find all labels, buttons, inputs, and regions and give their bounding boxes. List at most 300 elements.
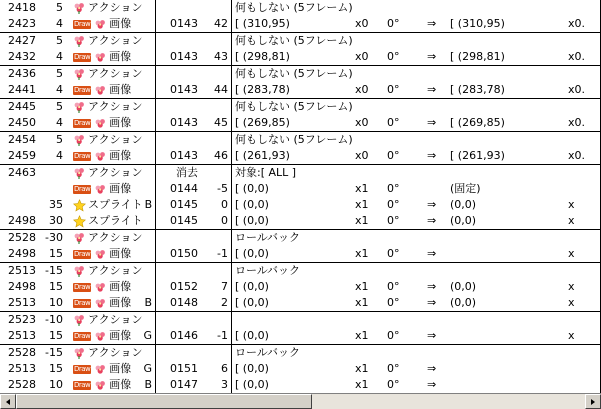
cell-frame: 2454	[0, 132, 39, 149]
image-icon	[94, 51, 107, 64]
cell-rotation	[385, 0, 427, 16]
cell-destination: [ (283,78)	[450, 83, 505, 96]
cell-scale: x1	[355, 362, 369, 375]
cell-kind[interactable]	[69, 230, 156, 247]
cell-tail: x	[568, 247, 575, 260]
cell-count: 10	[49, 296, 63, 309]
row-kind-label: 画像	[109, 362, 132, 375]
cell-scale	[353, 263, 385, 280]
cell-index: 2	[221, 296, 228, 309]
cell-destination: [ (298,81)	[450, 50, 505, 63]
draw-tag-badge: Draw	[74, 184, 91, 193]
row-kind-label: アクション	[88, 166, 143, 179]
cell-kind[interactable]	[69, 66, 156, 83]
action-icon	[73, 68, 86, 81]
cell-rotation	[385, 66, 427, 83]
cell-kind[interactable]	[69, 197, 156, 213]
cell-tail	[566, 263, 601, 280]
cell-frame: 2432	[8, 50, 36, 63]
cell-rotation: 0°	[387, 116, 400, 129]
cell-tail: x	[568, 280, 575, 293]
cell-kind[interactable]	[69, 181, 156, 197]
cell-frame: 2528	[0, 345, 39, 362]
cell-count: 5	[39, 33, 69, 50]
row-kind-label: 画像	[109, 247, 132, 260]
cell-description: 何もしない (5フレーム)	[232, 99, 354, 116]
cell-index	[202, 33, 232, 50]
cell-id	[156, 230, 203, 247]
cell-index	[202, 0, 232, 16]
cell-destination	[447, 328, 566, 345]
cell-description: [ (269,85)	[232, 115, 354, 132]
cell-tail	[566, 66, 601, 83]
cell-count: 5	[39, 132, 69, 149]
cell-scale: x0	[355, 149, 369, 162]
cell-index	[202, 66, 232, 83]
cell-destination: [ (310,95)	[450, 17, 505, 30]
cell-arrow	[427, 230, 447, 247]
cell-tail: x	[568, 198, 575, 211]
draw-tag-badge: Draw	[74, 19, 91, 28]
table-row[interactable]	[0, 132, 601, 149]
cell-rotation: 0°	[387, 214, 400, 227]
cell-count: 4	[56, 83, 63, 96]
cell-arrow: ⇒	[427, 116, 437, 129]
cell-arrow	[427, 263, 447, 280]
cell-destination	[447, 230, 566, 247]
cell-description: [ (283,78)	[232, 82, 354, 99]
table-row[interactable]	[0, 0, 601, 16]
cell-id: 0143	[156, 82, 203, 99]
cell-count: 5	[56, 1, 63, 14]
cell-id: 消去	[156, 165, 203, 182]
cell-tail	[566, 0, 601, 16]
cell-id: 0150	[156, 246, 203, 263]
cell-kind[interactable]	[69, 99, 156, 116]
cell-id: 0147	[156, 377, 203, 394]
cell-index: 45	[214, 116, 228, 129]
table-row[interactable]	[0, 181, 601, 197]
cell-frame: 2436	[0, 66, 39, 83]
cell-rotation: 0°	[387, 50, 400, 63]
cell-count: -15	[39, 345, 69, 362]
row-kind-label: 画像	[109, 149, 132, 162]
cell-count: 5	[39, 66, 69, 83]
cell-frame: 2427	[0, 33, 39, 50]
cell-kind[interactable]	[69, 279, 156, 295]
action-icon	[73, 134, 86, 147]
cell-id	[156, 66, 203, 83]
cell-count: 15	[49, 280, 63, 293]
row-kind-label: 画像	[109, 17, 132, 30]
row-kind-label: 画像	[109, 182, 132, 195]
draw-tag-badge: Draw	[74, 380, 91, 389]
table-row[interactable]	[0, 361, 601, 377]
cell-id	[156, 0, 203, 16]
cell-index: -5	[217, 182, 228, 195]
row-layer-badge: G	[143, 329, 152, 342]
cell-frame: 2528	[8, 378, 36, 391]
cell-destination	[447, 132, 566, 149]
cell-scale	[353, 230, 385, 247]
cell-description: [ (0,0)	[232, 328, 354, 345]
table-row[interactable]	[0, 328, 601, 345]
cell-id: 0145	[156, 197, 203, 213]
cell-rotation	[385, 312, 427, 329]
scroll-left-icon[interactable]	[0, 394, 16, 409]
cell-scale: x0	[355, 17, 369, 30]
cell-arrow: ⇒	[427, 378, 437, 391]
cell-frame: 2528	[0, 230, 39, 247]
cell-scale: x0	[355, 83, 369, 96]
table-row[interactable]	[0, 197, 601, 213]
action-icon	[73, 232, 86, 245]
image-icon	[94, 84, 107, 97]
cell-rotation: 0°	[387, 247, 400, 260]
row-kind-label: アクション	[88, 1, 143, 14]
row-kind-label: 画像	[109, 329, 132, 342]
cell-index	[202, 345, 232, 362]
cell-frame: 2498	[8, 280, 36, 293]
cell-destination: (0,0)	[450, 198, 477, 211]
cell-destination	[447, 246, 566, 263]
table-row[interactable]	[0, 99, 601, 116]
scrollbar-track[interactable]	[16, 394, 585, 409]
cell-description: ロールバック	[232, 230, 354, 247]
table-row[interactable]	[0, 246, 601, 263]
cell-tail: x	[568, 214, 575, 227]
cell-id: 0143	[156, 148, 203, 165]
row-kind-label: アクション	[88, 133, 143, 146]
cell-kind[interactable]	[69, 115, 156, 132]
cell-description: ロールバック	[232, 263, 354, 280]
action-icon	[73, 265, 86, 278]
table-row[interactable]	[0, 345, 601, 362]
cell-kind[interactable]	[69, 263, 156, 280]
row-kind-label: 画像	[109, 50, 132, 63]
row-kind-label: スプライト	[88, 214, 143, 227]
cell-frame: 2459	[8, 149, 36, 162]
draw-tag-badge: Draw	[74, 118, 91, 127]
cell-rotation: 0°	[387, 198, 400, 211]
cell-count: 4	[56, 50, 63, 63]
cell-rotation: 0°	[387, 362, 400, 375]
cell-arrow	[427, 66, 447, 83]
sprite-star-icon	[73, 215, 86, 228]
cell-destination	[447, 0, 566, 16]
row-layer-badge: B	[144, 296, 152, 309]
cell-rotation: 0°	[387, 280, 400, 293]
cell-arrow: ⇒	[427, 149, 437, 162]
cell-destination: (固定)	[450, 182, 481, 195]
table-row[interactable]	[0, 213, 601, 230]
cell-destination: (0,0)	[450, 296, 477, 309]
row-kind-label: アクション	[88, 100, 143, 113]
image-icon	[94, 281, 107, 294]
cell-rotation	[385, 230, 427, 247]
cell-tail	[566, 361, 601, 377]
cell-arrow: ⇒	[427, 296, 437, 309]
cell-scale	[353, 345, 385, 362]
cell-count: 15	[49, 329, 63, 342]
cell-count: 10	[49, 378, 63, 391]
row-kind-label: 画像	[109, 83, 132, 96]
cell-count	[39, 165, 69, 182]
cell-count: -10	[39, 312, 69, 329]
cell-rotation	[385, 345, 427, 362]
table-row[interactable]	[0, 16, 601, 33]
cell-scale	[353, 33, 385, 50]
cell-destination	[447, 263, 566, 280]
draw-tag-badge: Draw	[74, 298, 91, 307]
image-icon	[94, 330, 107, 343]
row-kind-label: 画像	[109, 280, 132, 293]
cell-kind[interactable]	[69, 33, 156, 50]
cell-rotation: 0°	[387, 378, 400, 391]
cell-description: [ (0,0)	[232, 279, 354, 295]
cell-index: 3	[221, 378, 228, 391]
cell-description: [ (261,93)	[232, 148, 354, 165]
row-kind-label: アクション	[88, 34, 143, 47]
cell-arrow	[427, 99, 447, 116]
cell-frame: 2418	[8, 1, 36, 14]
cell-arrow	[427, 345, 447, 362]
cell-kind[interactable]	[69, 361, 156, 377]
action-icon	[73, 314, 86, 327]
image-icon	[94, 18, 107, 31]
cell-index	[202, 312, 232, 329]
cell-destination	[447, 165, 566, 182]
cell-scale: x1	[355, 198, 369, 211]
cell-frame: 2513	[8, 296, 36, 309]
draw-tag-badge: Draw	[74, 151, 91, 160]
cell-destination	[447, 345, 566, 362]
table-row[interactable]	[0, 279, 601, 295]
cell-description: [ (310,95)	[232, 16, 354, 33]
image-icon	[94, 183, 107, 196]
cell-scale: x1	[355, 329, 369, 342]
cell-id: 0146	[156, 328, 203, 345]
cell-tail	[566, 181, 601, 197]
cell-destination	[447, 66, 566, 83]
cell-id: 0144	[156, 181, 203, 197]
table-row[interactable]	[0, 377, 601, 394]
cell-arrow: ⇒	[427, 198, 437, 211]
cell-frame: 2423	[8, 17, 36, 30]
cell-arrow: ⇒	[427, 329, 437, 342]
cell-kind[interactable]	[69, 16, 156, 33]
cell-count: 5	[39, 99, 69, 116]
image-icon	[94, 117, 107, 130]
cell-kind[interactable]	[69, 165, 156, 182]
cell-frame: 2441	[8, 83, 36, 96]
cell-scale	[353, 99, 385, 116]
cell-destination	[447, 377, 566, 394]
cell-count: 15	[49, 362, 63, 375]
cell-kind[interactable]	[69, 49, 156, 66]
cell-kind[interactable]	[69, 312, 156, 329]
cell-kind[interactable]	[69, 246, 156, 263]
cell-frame: 2450	[8, 116, 36, 129]
cell-tail: x	[568, 296, 575, 309]
cell-index: -1	[217, 247, 228, 260]
cell-index	[202, 230, 232, 247]
cell-arrow: ⇒	[427, 362, 437, 375]
cell-scale	[353, 165, 385, 182]
cell-frame: 2513	[8, 362, 36, 375]
table-row[interactable]	[0, 66, 601, 83]
cell-tail: x0.	[568, 116, 586, 129]
action-icon	[73, 101, 86, 114]
draw-tag-badge: Draw	[74, 282, 91, 291]
cell-scale	[353, 66, 385, 83]
cell-description: [ (0,0)	[232, 213, 354, 230]
cell-count: 30	[49, 214, 63, 227]
cell-index	[202, 263, 232, 280]
cell-scale: x0	[355, 116, 369, 129]
cell-destination	[447, 361, 566, 377]
cell-description: 何もしない (5フレーム)	[232, 0, 354, 16]
cell-kind[interactable]	[69, 328, 156, 345]
table-row[interactable]	[0, 165, 601, 182]
scrollbar-thumb[interactable]	[16, 394, 312, 409]
table-row[interactable]	[0, 230, 601, 247]
row-kind-label: 画像	[109, 116, 132, 129]
cell-frame	[0, 197, 39, 213]
draw-tag-badge: Draw	[74, 85, 91, 94]
cell-kind[interactable]	[69, 0, 156, 16]
table-row[interactable]	[0, 295, 601, 312]
cell-description: ロールバック	[232, 345, 354, 362]
cell-frame: 2498	[8, 247, 36, 260]
row-layer-badge: G	[143, 362, 152, 375]
row-kind-label: アクション	[88, 231, 143, 244]
cell-id: 0143	[156, 115, 203, 132]
cell-count: 4	[56, 17, 63, 30]
cell-tail: x	[568, 329, 575, 342]
row-kind-label: アクション	[88, 313, 143, 326]
image-icon	[94, 363, 107, 376]
table-row[interactable]	[0, 82, 601, 99]
cell-description	[232, 312, 354, 329]
cell-description: [ (0,0)	[232, 181, 354, 197]
row-kind-label: アクション	[88, 67, 143, 80]
cell-rotation	[385, 132, 427, 149]
cell-rotation: 0°	[387, 329, 400, 342]
cell-index: 42	[214, 17, 228, 30]
cell-index: 0	[221, 198, 228, 211]
cell-tail	[566, 345, 601, 362]
table-row[interactable]	[0, 263, 601, 280]
cell-rotation: 0°	[387, 182, 400, 195]
image-icon	[94, 379, 107, 392]
cell-count: 4	[56, 116, 63, 129]
cell-index: 7	[221, 280, 228, 293]
cell-arrow: ⇒	[427, 280, 437, 293]
cell-kind[interactable]	[69, 132, 156, 149]
cell-arrow	[427, 33, 447, 50]
table-row[interactable]	[0, 312, 601, 329]
cell-frame: 2513	[0, 263, 39, 280]
cell-index: 0	[221, 214, 228, 227]
cell-frame	[0, 181, 39, 197]
row-kind-label: アクション	[88, 264, 143, 277]
image-icon	[94, 150, 107, 163]
cell-tail	[566, 165, 601, 182]
cell-description: [ (0,0)	[232, 197, 354, 213]
sprite-star-icon	[73, 199, 86, 212]
cell-kind[interactable]	[69, 345, 156, 362]
cell-description: [ (0,0)	[232, 246, 354, 263]
cell-id: 0143	[156, 16, 203, 33]
scroll-right-icon[interactable]	[585, 394, 601, 409]
cell-rotation	[385, 165, 427, 182]
table-row[interactable]	[0, 115, 601, 132]
image-icon	[94, 248, 107, 261]
cell-index: 43	[214, 50, 228, 63]
table-row[interactable]	[0, 33, 601, 50]
cell-description: [ (0,0)	[232, 295, 354, 312]
cell-index: 44	[214, 83, 228, 96]
cell-description: 何もしない (5フレーム)	[232, 33, 354, 50]
cell-rotation	[385, 99, 427, 116]
draw-tag-badge: Draw	[74, 331, 91, 340]
cell-frame: 2523	[0, 312, 39, 329]
image-icon	[94, 297, 107, 310]
cell-id: 0145	[156, 213, 203, 230]
cell-tail: x0.	[568, 149, 586, 162]
cell-id	[156, 33, 203, 50]
cell-index	[202, 132, 232, 149]
table-row[interactable]	[0, 148, 601, 165]
cell-id	[156, 99, 203, 116]
cell-kind[interactable]	[69, 377, 156, 394]
cell-tail: x0.	[568, 83, 586, 96]
cell-rotation: 0°	[387, 296, 400, 309]
cell-count: 15	[49, 247, 63, 260]
cell-scale	[353, 132, 385, 149]
table-row[interactable]	[0, 49, 601, 66]
draw-tag-badge: Draw	[74, 52, 91, 61]
cell-scale: x1	[355, 247, 369, 260]
cell-tail	[566, 99, 601, 116]
cell-scale: x1	[355, 214, 369, 227]
cell-id: 0152	[156, 279, 203, 295]
cell-count: -15	[39, 263, 69, 280]
action-icon	[73, 35, 86, 48]
cell-count: -30	[39, 230, 69, 247]
cell-kind[interactable]	[69, 213, 156, 230]
cell-destination: [ (269,85)	[450, 116, 505, 129]
row-kind-label: スプライト	[88, 198, 143, 211]
cell-arrow	[427, 132, 447, 149]
cell-arrow: ⇒	[427, 247, 437, 260]
cell-kind[interactable]	[69, 148, 156, 165]
cell-count: 4	[56, 149, 63, 162]
cell-index	[202, 99, 232, 116]
horizontal-scrollbar[interactable]	[0, 393, 601, 409]
cell-arrow	[427, 181, 447, 197]
cell-index: 46	[214, 149, 228, 162]
cell-kind[interactable]	[69, 82, 156, 99]
cell-arrow: ⇒	[427, 50, 437, 63]
cell-id: 0148	[156, 295, 203, 312]
cell-tail: x0.	[568, 50, 586, 63]
cell-count: 35	[49, 198, 63, 211]
row-kind-label: 画像	[109, 378, 132, 391]
cell-arrow	[427, 165, 447, 182]
cell-kind[interactable]	[69, 295, 156, 312]
